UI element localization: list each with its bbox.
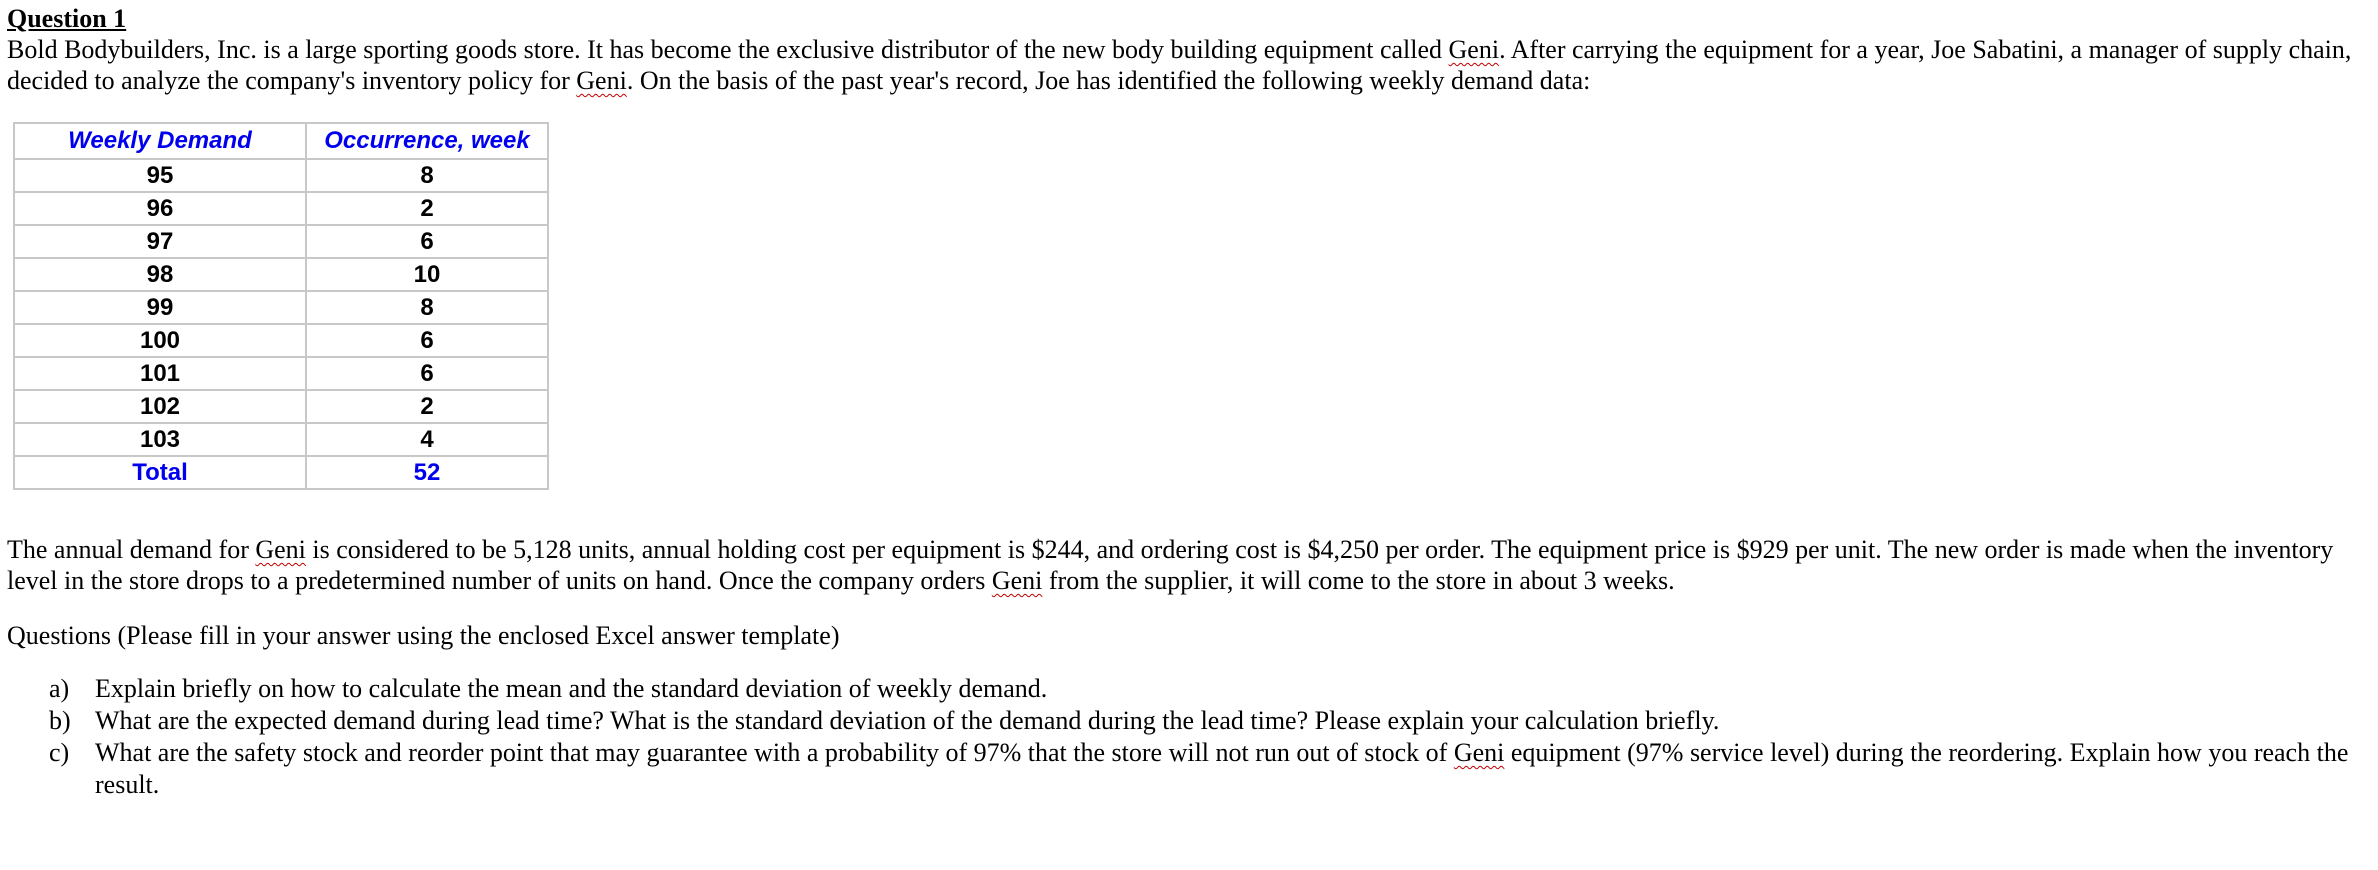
table-row	[14, 291, 548, 324]
geni-word: Geni	[991, 566, 1043, 595]
details-text-3: from the supplier, it will come to the store in about 3 weeks.	[1042, 566, 1675, 595]
geni-word: Geni	[1453, 738, 1505, 767]
geni-word: Geni	[576, 66, 627, 95]
question-document	[7, 4, 2371, 96]
table-row	[14, 357, 548, 390]
occurrence-cell: 6	[306, 324, 548, 357]
item-marker: c)	[49, 738, 70, 767]
demand-cell: 95	[14, 159, 306, 192]
occurrence-cell: 8	[306, 159, 548, 192]
demand-cell: 102	[14, 390, 306, 423]
table-row	[14, 159, 548, 192]
item-text: What are the expected demand during lead time? What is the standard deviation of the demand during the lead time? Please explain your calculation briefly.	[95, 706, 1720, 735]
intro-text-3: . On the basis of the past year's record, Joe has identified the following weekly demand data:	[626, 66, 1591, 95]
intro-paragraph	[7, 34, 2371, 96]
demand-cell: 103	[14, 423, 306, 456]
intro-text-1: Bold Bodybuilders, Inc. is a large sporting goods store. It has become the exclusive distributor of the new body building equipment called	[7, 35, 1449, 64]
intro-text-2: . After carrying the equipment for a year, Joe Sabatini, a manager of supply chain, decided to analyze the company's inventory policy for	[7, 35, 2352, 95]
occurrence-cell: 6	[306, 357, 548, 390]
geni-word: Geni	[255, 535, 306, 564]
table-row	[14, 192, 548, 225]
question-title: Question 1	[7, 4, 127, 33]
occurrence-cell: 2	[306, 192, 548, 225]
header-weekly-demand: Weekly Demand	[14, 123, 306, 159]
demand-cell: 96	[14, 192, 306, 225]
table-row	[14, 258, 548, 291]
weekly-demand-table	[13, 122, 549, 490]
geni-word: Geni	[1448, 35, 1500, 64]
item-text-pre: What are the safety stock and reorder point that may guarantee with a probability of 97% that the store will not run out of stock of	[95, 738, 1454, 767]
occurrence-cell: 10	[306, 258, 548, 291]
table-row	[14, 390, 548, 423]
item-text-post: equipment (97% service level) during the reordering. Explain how you reach the result.	[95, 738, 2349, 799]
total-label: Total	[14, 456, 306, 489]
details-paragraph	[7, 534, 2371, 596]
total-value: 52	[306, 456, 548, 489]
questions-list	[7, 673, 2371, 801]
demand-cell: 100	[14, 324, 306, 357]
demand-cell: 97	[14, 225, 306, 258]
item-marker: b)	[49, 706, 71, 735]
item-marker: a)	[49, 674, 70, 703]
occurrence-cell: 8	[306, 291, 548, 324]
details-text-1: The annual demand for	[7, 535, 256, 564]
questions-heading: Questions (Please fill in your answer using the enclosed Excel answer template)	[7, 621, 840, 650]
list-item	[7, 737, 2371, 801]
details-block	[7, 534, 2371, 801]
item-text: Explain briefly on how to calculate the mean and the standard deviation of weekly demand.	[95, 674, 1048, 703]
header-occurrence: Occurrence, week	[306, 123, 548, 159]
occurrence-cell: 2	[306, 390, 548, 423]
demand-cell: 99	[14, 291, 306, 324]
table-row	[14, 225, 548, 258]
list-item	[7, 705, 2371, 737]
occurrence-cell: 6	[306, 225, 548, 258]
demand-cell: 101	[14, 357, 306, 390]
occurrence-cell: 4	[306, 423, 548, 456]
table-total-row	[14, 456, 548, 489]
table-row	[14, 324, 548, 357]
demand-cell: 98	[14, 258, 306, 291]
table-header-row	[14, 123, 548, 159]
details-text-2: is considered to be 5,128 units, annual holding cost per equipment is $244, and ordering cost is $4,250 per order. The equipment price is $929 per unit. The new order is made when the inventory level in the store drops to a predetermined number of units on hand. Once the company orders	[7, 535, 2334, 595]
table-row	[14, 423, 548, 456]
list-item	[7, 673, 2371, 705]
